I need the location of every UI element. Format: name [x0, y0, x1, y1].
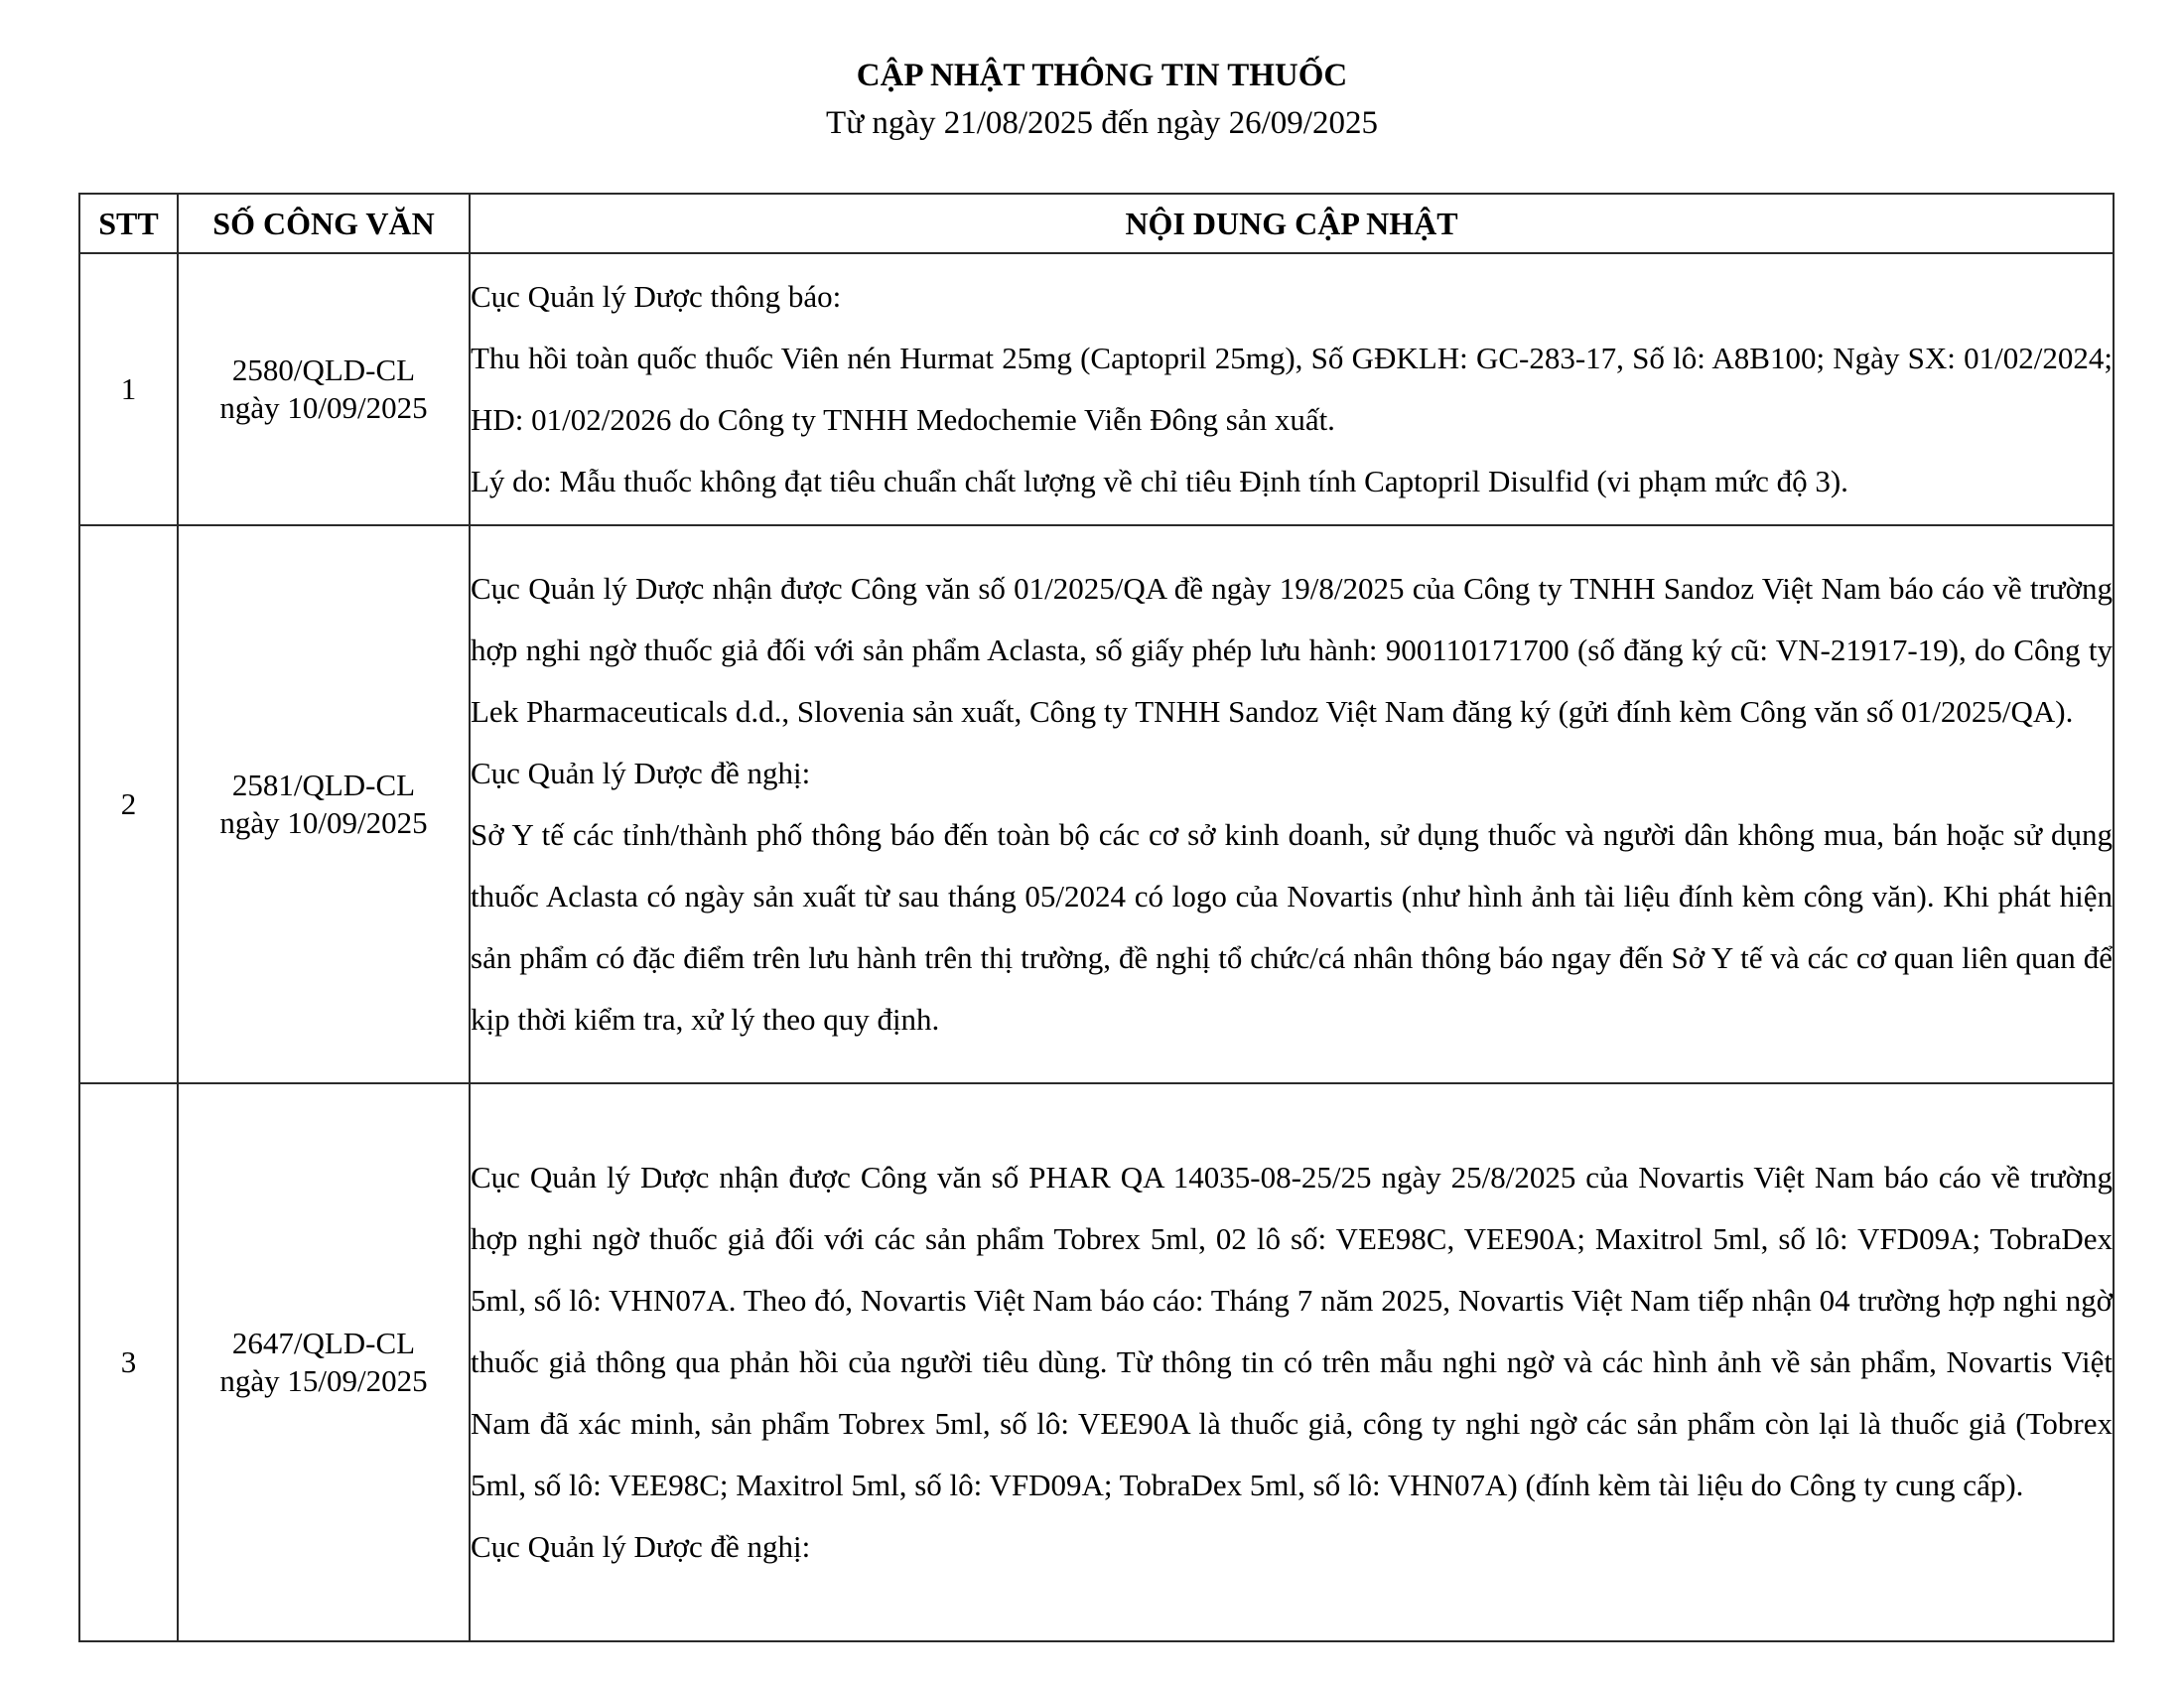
document-number: 2647/QLD-CL	[231, 1326, 416, 1360]
document-number: 2580/QLD-CL	[231, 352, 416, 387]
header-stt: STT	[79, 194, 178, 253]
row-document-number-cell	[178, 1083, 470, 1641]
row-stt: 2	[79, 525, 178, 1083]
document-number: 2581/QLD-CL	[231, 768, 416, 802]
row-content-cell	[470, 525, 2114, 1083]
table-row	[79, 253, 2114, 525]
content-paragraph: Cục Quản lý Dược nhận được Công văn số 01/2025/QA đề ngày 19/8/2025 của Công ty TNHH Sandoz Việt Nam báo cáo về trường hợp nghi ngờ thuốc giả đối với sản phẩm Aclasta, số giấy phép lưu hành: 900110171700 (số đăng ký cũ: VN-21917-19), do Công ty Lek Pharmaceuticals d.d., Slovenia sản xuất, Công ty TNHH Sandoz Việt Nam đăng ký (gửi đính kèm Công văn số 01/2025/QA).	[471, 571, 2113, 729]
header-noi-dung: NỘI DUNG CẬP NHẬT	[470, 194, 2114, 253]
content-paragraph: Cục Quản lý Dược thông báo:	[471, 279, 842, 314]
row-content-cell	[470, 253, 2114, 525]
document-date-range: Từ ngày 21/08/2025 đến ngày 26/09/2025	[826, 105, 1378, 141]
document-title: CẬP NHẬT THÔNG TIN THUỐC	[856, 58, 1348, 93]
row-document-number-cell	[178, 253, 470, 525]
table-header-row	[79, 194, 2114, 253]
row-content-cell	[470, 1083, 2114, 1641]
table-row	[79, 1083, 2114, 1641]
row-document-number-cell	[178, 525, 470, 1083]
content-paragraph: Cục Quản lý Dược đề nghị:	[471, 756, 811, 790]
drug-updates-table	[78, 193, 2115, 1642]
table-row	[79, 525, 2114, 1083]
content-paragraph: Lý do: Mẫu thuốc không đạt tiêu chuẩn chất lượng về chỉ tiêu Định tính Captopril Disulfid (vi phạm mức độ 3).	[471, 464, 1848, 498]
row-stt: 1	[79, 253, 178, 525]
content-paragraph: Cục Quản lý Dược đề nghị:	[471, 1529, 811, 1564]
content-paragraph: Cục Quản lý Dược nhận được Công văn số PHAR QA 14035-08-25/25 ngày 25/8/2025 của Novartis Việt Nam báo cáo về trường hợp nghi ngờ thuốc giả đối với các sản phẩm Tobrex 5ml, 02 lô số: VEE98C, VEE90A; Maxitrol 5ml, số lô: VFD09A; TobraDex 5ml, số lô: VHN07A. Theo đó, Novartis Việt Nam báo cáo: Tháng 7 năm 2025, Novartis Việt Nam tiếp nhận 04 trường hợp nghi ngờ thuốc giả thông qua phản hồi của người tiêu dùng. Từ thông tin có trên mẫu nghi ngờ và các hình ảnh về sản phẩm, Novartis Việt Nam đã xác minh, sản phẩm Tobrex 5ml, số lô: VEE90A là thuốc giả, công ty nghi ngờ các sản phẩm còn lại là thuốc giả (Tobrex 5ml, số lô: VEE98C; Maxitrol 5ml, số lô: VFD09A; TobraDex 5ml, số lô: VHN07A) (đính kèm tài liệu do Công ty cung cấp).	[471, 1160, 2113, 1502]
document-date: ngày 10/09/2025	[219, 805, 428, 840]
header-so-cong-van: SỐ CÔNG VĂN	[178, 194, 470, 253]
content-paragraph: Sở Y tế các tỉnh/thành phố thông báo đến toàn bộ các cơ sở kinh doanh, sử dụng thuốc và người dân không mua, bán hoặc sử dụng thuốc Aclasta có ngày sản xuất từ sau tháng 05/2024 có logo của Novartis (như hình ảnh tài liệu đính kèm công văn). Khi phát hiện sản phẩm có đặc điểm trên lưu hành trên thị trường, đề nghị tổ chức/cá nhân thông báo ngay đến Sở Y tế và các cơ quan liên quan để kịp thời kiểm tra, xử lý theo quy định.	[471, 817, 2113, 1037]
document-date: ngày 10/09/2025	[219, 390, 428, 425]
content-paragraph: Thu hồi toàn quốc thuốc Viên nén Hurmat 25mg (Captopril 25mg), Số GĐKLH: GC-283-17, Số lô: A8B100; Ngày SX: 01/02/2024; HD: 01/02/2026 do Công ty TNHH Medochemie Viễn Đông sản xuất.	[471, 341, 2113, 437]
row-stt: 3	[79, 1083, 178, 1641]
document-date: ngày 15/09/2025	[219, 1363, 428, 1398]
